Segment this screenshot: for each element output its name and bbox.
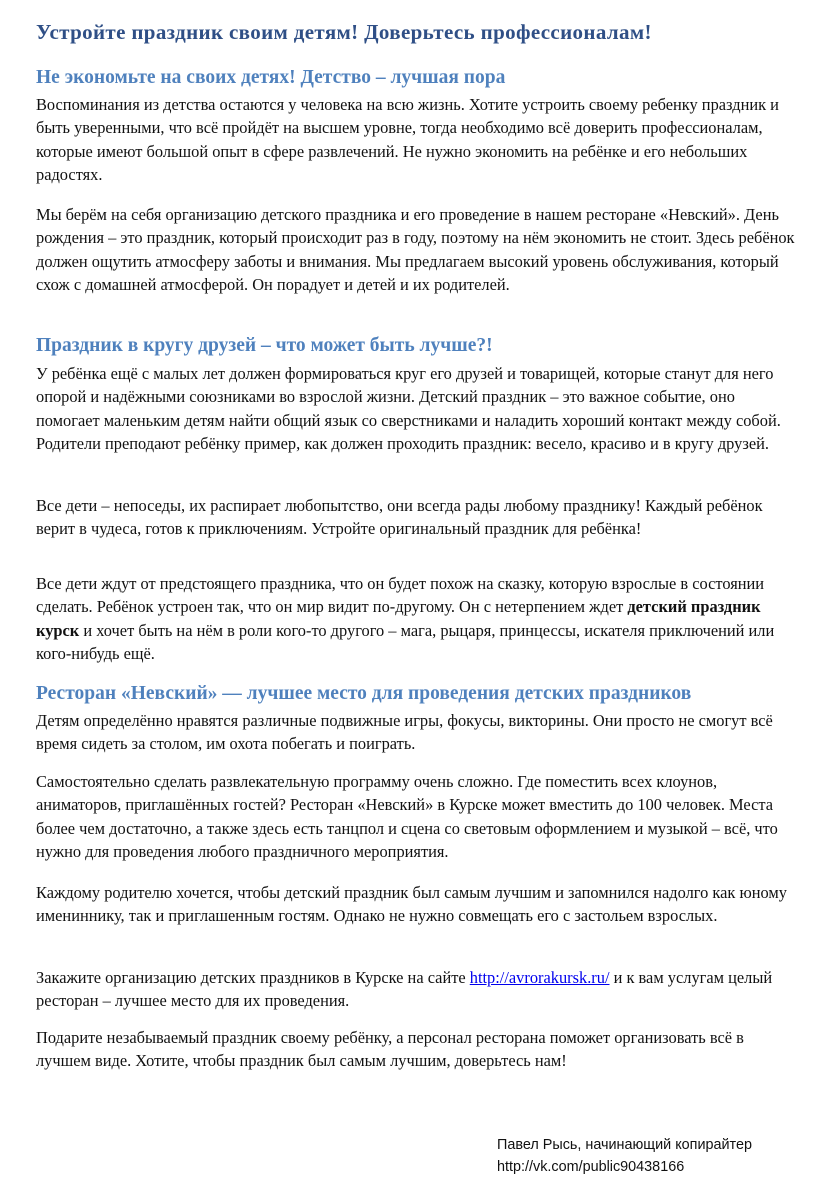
- paragraph-block: [36, 494, 796, 541]
- paragraph: Подарите незабываемый праздник своему ребёнку, а персонал ресторана поможет организовать всё в лучшем виде. Хотите, чтобы праздник был самым лучшим, доверьтесь нам!: [36, 1028, 744, 1071]
- paragraph-block: [36, 966, 796, 1013]
- author-name: Павел Рысь, начинающий копирайтер: [497, 1137, 752, 1153]
- section-heading-2-block: [36, 334, 796, 358]
- paragraph: Детям определённо нравятся различные подвижные игры, фокусы, викторины. Они просто не смогут всё время сидеть за столом, им охота побегать и поиграть.: [36, 711, 773, 754]
- section-heading: Праздник в кругу друзей – что может быть лучше?!: [36, 335, 493, 356]
- paragraph-block: [36, 1026, 796, 1073]
- paragraph: У ребёнка ещё с малых лет должен формироваться круг его друзей и товарищей, которые станут для него опорой и надёжными союзниками во взрослой жизни. Детский праздник – это важное событие, оно помогает маленьким детям найти общий язык со сверстниками и наладить хороший контакт между собой. Родители преподают ребёнку пример, как должен проходить праздник: весело, красиво и в кругу друзей.: [36, 364, 781, 453]
- paragraph-block: [36, 770, 796, 863]
- section-heading-3-block: [36, 682, 796, 706]
- paragraph-block: [36, 93, 796, 186]
- paragraph-block: [36, 362, 796, 455]
- paragraph: Мы берём на себя организацию детского праздника и его проведение в нашем ресторане «Невский». День рождения – это праздник, который происходит раз в году, поэтому на нём экономить не стоит. Здесь ребёнок должен ощутить атмосферу заботы и внимания. Мы предлагаем высокий уровень обслуживания, который схож с домашней атмосферой. Он порадует и детей и их родителей.: [36, 205, 795, 294]
- paragraph-block: [36, 203, 796, 296]
- author-signature: [497, 1134, 752, 1178]
- paragraph: Все дети – непоседы, их распирает любопытство, они всегда рады любому празднику! Каждый ребёнок верит в чудеса, готов к приключениям. Устройте оригинальный праздник для ребёнка!: [36, 496, 763, 539]
- paragraph-block: [36, 709, 796, 756]
- paragraph-text: Закажите организацию детских праздников в Курске на сайте: [36, 968, 470, 987]
- paragraph-block: [36, 881, 796, 928]
- section-heading-1-block: [36, 66, 796, 90]
- paragraph-text: и хочет быть на нём в роли кого-то другого – мага, рыцаря, принцессы, искателя приключений или кого-нибудь ещё.: [36, 620, 775, 663]
- paragraph: Воспоминания из детства остаются у человека на всю жизнь. Хотите устроить своему ребенку праздник и быть уверенными, что всё пройдёт на высшем уровне, тогда необходимо всё доверить профессионалам, которые имеют большой опыт в сфере развлечений. Не нужно экономить на ребёнке и его небольших радостях.: [36, 95, 779, 184]
- paragraph-text: и к вам услугам целый ресторан – лучшее место для их проведения.: [36, 968, 773, 1011]
- paragraph: Самостоятельно сделать развлекательную программу очень сложно. Где поместить всех клоунов, аниматоров, приглашённых гостей? Ресторан «Невский» в Курске может вместить до 100 человек. Места более чем достаточно, а также здесь есть танцпол и сцена со световым оформлением и музыкой – всё, что нужно для проведения любого праздничного мероприятия.: [36, 772, 778, 861]
- author-url: http://vk.com/public90438166: [497, 1159, 685, 1175]
- section-heading: Ресторан «Невский» — лучшее место для проведения детских праздников: [36, 683, 692, 704]
- bold-keyword: детский праздник курск: [36, 597, 761, 640]
- section-heading: Не экономьте на своих детях! Детство – лучшая пора: [36, 67, 506, 88]
- paragraph-with-bold: [36, 572, 796, 665]
- paragraph: Каждому родителю хочется, чтобы детский праздник был самым лучшим и запомнился надолго как юному имениннику, так и приглашенным гостям. Однако не нужно совмещать его с застольем взрослых.: [36, 883, 787, 926]
- website-link[interactable]: http://avrorakursk.ru/: [469, 968, 610, 987]
- paragraph-text: Все дети ждут от предстоящего праздника, что он будет похож на сказку, которую взрослые в состоянии сделать. Ребёнок устроен так, что он мир видит по-другому. Он с нетерпением ждет: [36, 574, 765, 617]
- page-title: Устройте праздник своим детям! Доверьтесь профессионалам!: [36, 20, 652, 44]
- paragraph-with-link: [36, 966, 796, 1013]
- paragraph-block: [36, 572, 796, 665]
